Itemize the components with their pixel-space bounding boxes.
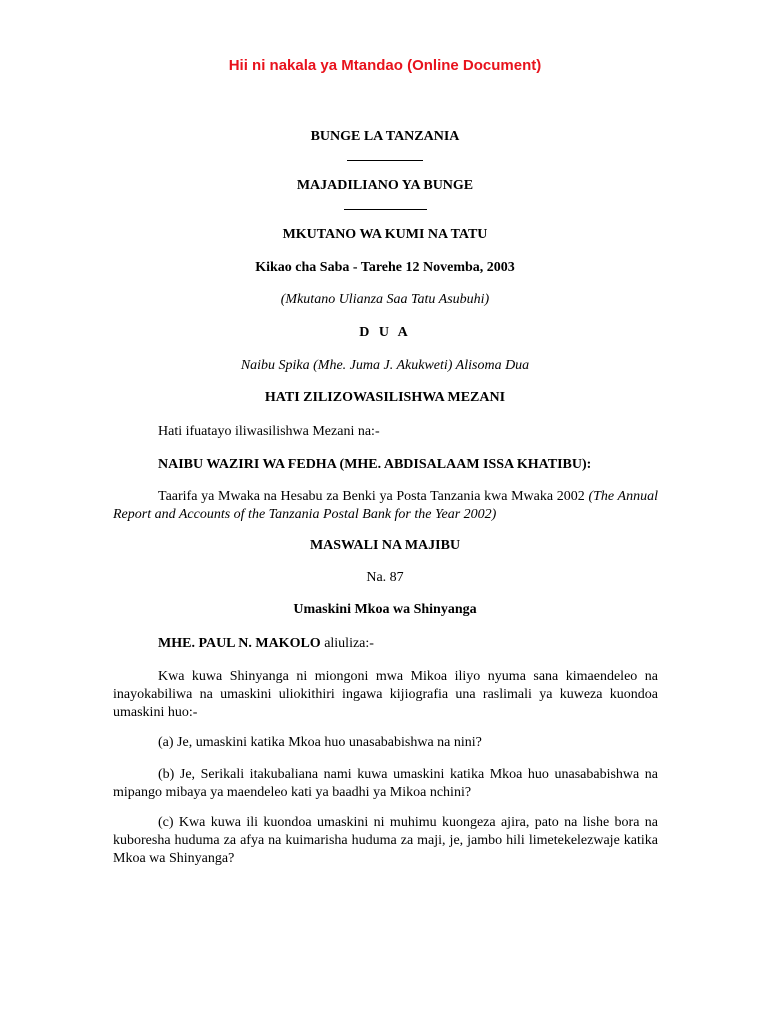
question-part-b: (b) Je, Serikali itakubaliana nami kuwa umaskini katika Mkoa huo unasababishwa na mipango mibaya ya maendeleo kati ya baadhi ya Mikoa nchini? (113, 767, 658, 800)
tabled-document-swahili: Taarifa ya Mwaka na Hesabu za Benki ya Posta Tanzania kwa Mwaka 2002 (158, 489, 589, 504)
title-divider (347, 160, 423, 161)
question-number: Na. 87 (366, 570, 404, 585)
prayer-note: Naibu Spika (Mhe. Juma J. Akukweti) Alisoma Dua (240, 358, 530, 373)
debates-title: MAJADILIANO YA BUNGE (296, 178, 474, 193)
tabled-document (113, 488, 658, 524)
asker-verb: aliuliza:- (320, 636, 374, 651)
session-line: Kikao cha Saba - Tarehe 12 Novemba, 2003 (255, 260, 515, 275)
meeting-title: MKUTANO WA KUMI NA TATU (282, 227, 488, 242)
papers-intro: Hati ifuatayo iliwasilishwa Mezani na:- (158, 424, 380, 439)
question-asker (158, 635, 374, 653)
question-part-c: (c) Kwa kuwa ili kuondoa umaskini ni muhimu kuongeza ajira, pato na lishe bora na kuboresha huduma za afya na kuimarisha huduma za maji, je, jambo hili limetekelezwaje katika Mkoa wa Shinyanga? (113, 815, 658, 866)
start-time-note: (Mkutano Ulianza Saa Tatu Asubuhi) (280, 292, 490, 307)
asker-name: MHE. PAUL N. MAKOLO (158, 636, 321, 651)
papers-heading: HATI ZILIZOWASILISHWA MEZANI (264, 390, 506, 405)
question-preamble: Kwa kuwa Shinyanga ni miongoni mwa Mikoa iliyo nyuma sana kimaendeleo na inayokabiliwa na umaskini uliokithiri ingawa kijiografia una raslimali ya kuweza kuondoa umaskini huo:- (113, 669, 658, 720)
papers-presenter: NAIBU WAZIRI WA FEDHA (MHE. ABDISALAAM ISSA KHATIBU): (158, 457, 592, 472)
online-document-banner: Hii ni nakala ya Mtandao (Online Document) (228, 57, 542, 74)
tabled-document-english: (The Annual Report and Accounts of the Tanzania Postal Bank for the Year 2002) (113, 489, 658, 522)
prayer-heading: D U A (359, 325, 411, 340)
debates-divider (344, 209, 427, 210)
assembly-title: BUNGE LA TANZANIA (310, 129, 460, 144)
question-part-a: (a) Je, umaskini katika Mkoa huo unasababishwa na nini? (158, 735, 482, 750)
question-subject: Umaskini Mkoa wa Shinyanga (293, 602, 477, 617)
qa-heading: MASWALI NA MAJIBU (309, 538, 461, 553)
